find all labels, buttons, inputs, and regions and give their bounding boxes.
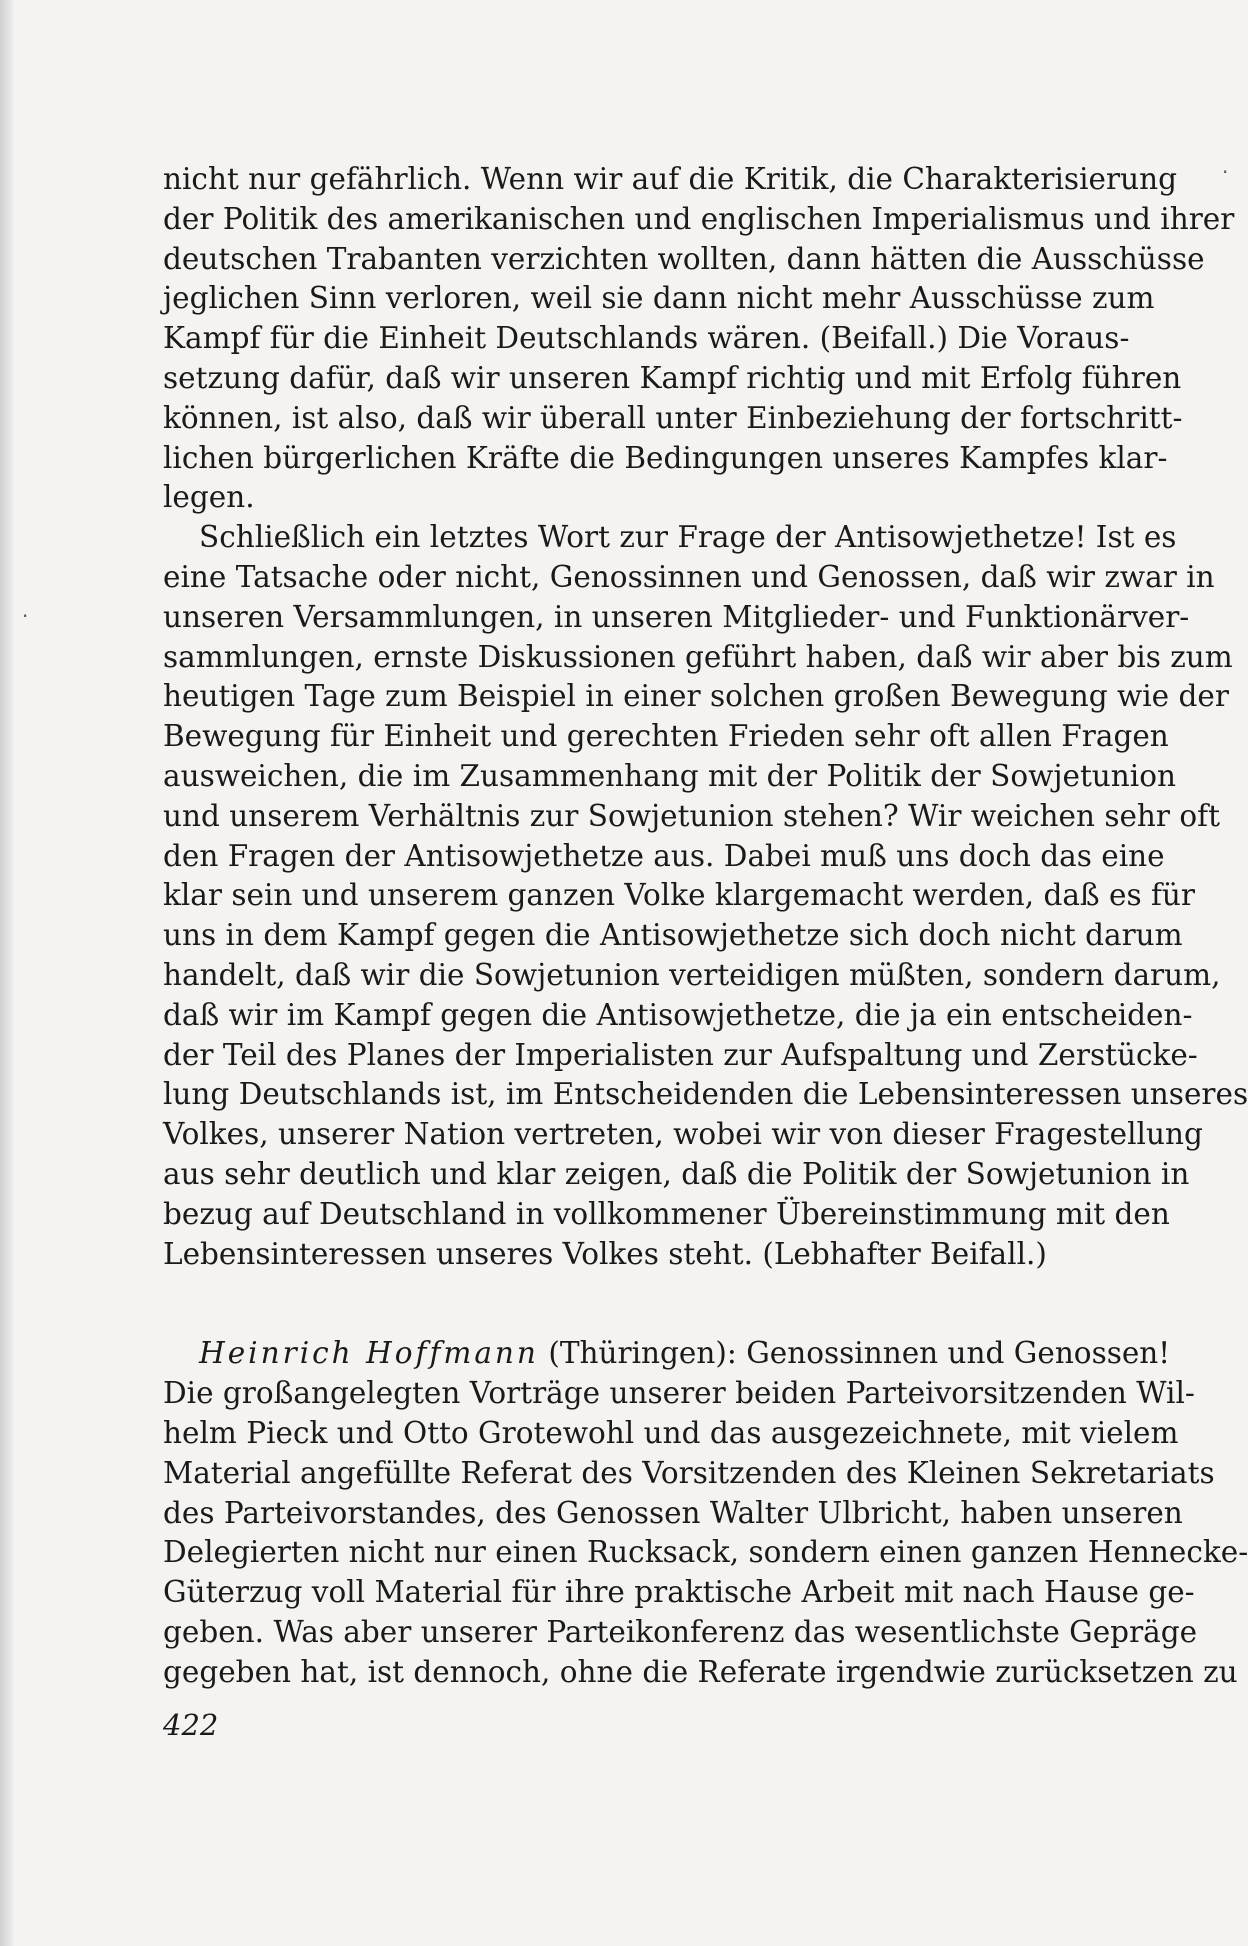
text-line: nicht nur gefährlich. Wenn wir auf die Kritik, die Charakterisierung	[163, 162, 1177, 196]
paragraph-1	[163, 160, 1235, 518]
text-line: Schließlich ein letztes Wort zur Frage der Antisowjethetze! Ist es	[199, 520, 1177, 555]
text-line: des Parteivorstandes, des Genossen Walter Ulbricht, haben unseren	[163, 1495, 1183, 1530]
text-line: Bewegung für Einheit und gerechten Frieden sehr oft allen Fragen	[163, 719, 1169, 754]
text-line: deutschen Trabanten verzichten wollten, dann hätten die Ausschüsse	[163, 241, 1205, 276]
speaker-line	[163, 1334, 1171, 1374]
text-line: ausweichen, die im Zusammenhang mit der Politik der Sowjetunion	[163, 758, 1176, 793]
text-line: der Politik des amerikanischen und englischen Imperialismus und ihrer	[163, 201, 1235, 236]
text-line: helm Pieck und Otto Grotewohl und das ausgezeichnete, mit vielem	[163, 1415, 1179, 1450]
text-line: jeglichen Sinn verloren, weil sie dann nicht mehr Ausschüsse zum	[163, 281, 1155, 316]
text-line: der Teil des Planes der Imperialisten zur Aufspaltung und Zerstücke-	[163, 1037, 1198, 1072]
section-gap	[163, 1274, 1123, 1334]
page-edge-shadow	[0, 0, 14, 1946]
text-line: sammlungen, ernste Diskussionen geführt haben, daß wir aber bis zum	[163, 639, 1233, 674]
text-line: Die großangelegten Vorträge unserer beiden Parteivorsitzenden Wil-	[163, 1376, 1195, 1411]
text-line: Material angefüllte Referat des Vorsitzenden des Kleinen Sekretariats	[163, 1455, 1215, 1490]
text-line: unseren Versammlungen, in unseren Mitglieder- und Funktionärver-	[163, 599, 1190, 634]
text-line: daß wir im Kampf gegen die Antisowjethetze, die ja ein entscheiden-	[163, 997, 1193, 1032]
body-text	[163, 160, 1248, 1692]
text-line: klar sein und unserem ganzen Volke klargemacht werden, daß es für	[163, 878, 1196, 913]
text-line: Güterzug voll Material für ihre praktische Arbeit mit nach Hause ge-	[163, 1575, 1195, 1610]
page-number: 422	[163, 1708, 219, 1742]
margin-mark: ·	[22, 604, 29, 628]
text-line: legen.	[163, 480, 255, 515]
text-line: heutigen Tage zum Beispiel in einer solchen großen Bewegung wie der	[163, 679, 1229, 714]
margin-mark: ·	[1222, 160, 1229, 184]
text-line: Volkes, unserer Nation vertreten, wobei wir von dieser Fragestellung	[163, 1117, 1203, 1152]
text-line: Lebensinteressen unseres Volkes steht. (Lebhafter Beifall.)	[163, 1236, 1047, 1271]
text-line: Delegierten nicht nur einen Rucksack, sondern einen ganzen Hennecke-	[163, 1535, 1248, 1570]
text-line: uns in dem Kampf gegen die Antisowjethetze sich doch nicht darum	[163, 918, 1183, 953]
text-line: geben. Was aber unserer Parteikonferenz das wesentlichste Gepräge	[163, 1614, 1198, 1649]
text-line: handelt, daß wir die Sowjetunion verteidigen müßten, sondern darum,	[163, 957, 1221, 992]
text-line: setzung dafür, daß wir unseren Kampf richtig und mit Erfolg führen	[163, 360, 1182, 395]
text-line: lung Deutschlands ist, im Entscheidenden die Lebensinteressen unseres	[163, 1077, 1248, 1112]
text-line: gegeben hat, ist dennoch, ohne die Referate irgendwie zurücksetzen zu	[163, 1654, 1238, 1689]
text-line: aus sehr deutlich und klar zeigen, daß die Politik der Sowjetunion in	[163, 1156, 1190, 1191]
paragraph-2	[163, 518, 1248, 1274]
text-line: den Fragen der Antisowjethetze aus. Dabei muß uns doch das eine	[163, 838, 1165, 873]
paragraph-3	[163, 1334, 1248, 1692]
speaker-name: Heinrich Hoffmann	[199, 1336, 539, 1371]
text-line: eine Tatsache oder nicht, Genossinnen und Genossen, daß wir zwar in	[163, 559, 1215, 594]
text-line: lichen bürgerlichen Kräfte die Bedingungen unseres Kampfes klar-	[163, 440, 1168, 475]
text-line: bezug auf Deutschland in vollkommener Übereinstimmung mit den	[163, 1196, 1170, 1231]
text-line: und unserem Verhältnis zur Sowjetunion stehen? Wir weichen sehr oft	[163, 798, 1220, 833]
text-line: Kampf für die Einheit Deutschlands wären. (Beifall.) Die Voraus-	[163, 321, 1130, 356]
speaker-line-text: (Thüringen): Genossinnen und Genossen!	[538, 1336, 1171, 1371]
text-line: können, ist also, daß wir überall unter Einbeziehung der fortschritt-	[163, 400, 1183, 435]
